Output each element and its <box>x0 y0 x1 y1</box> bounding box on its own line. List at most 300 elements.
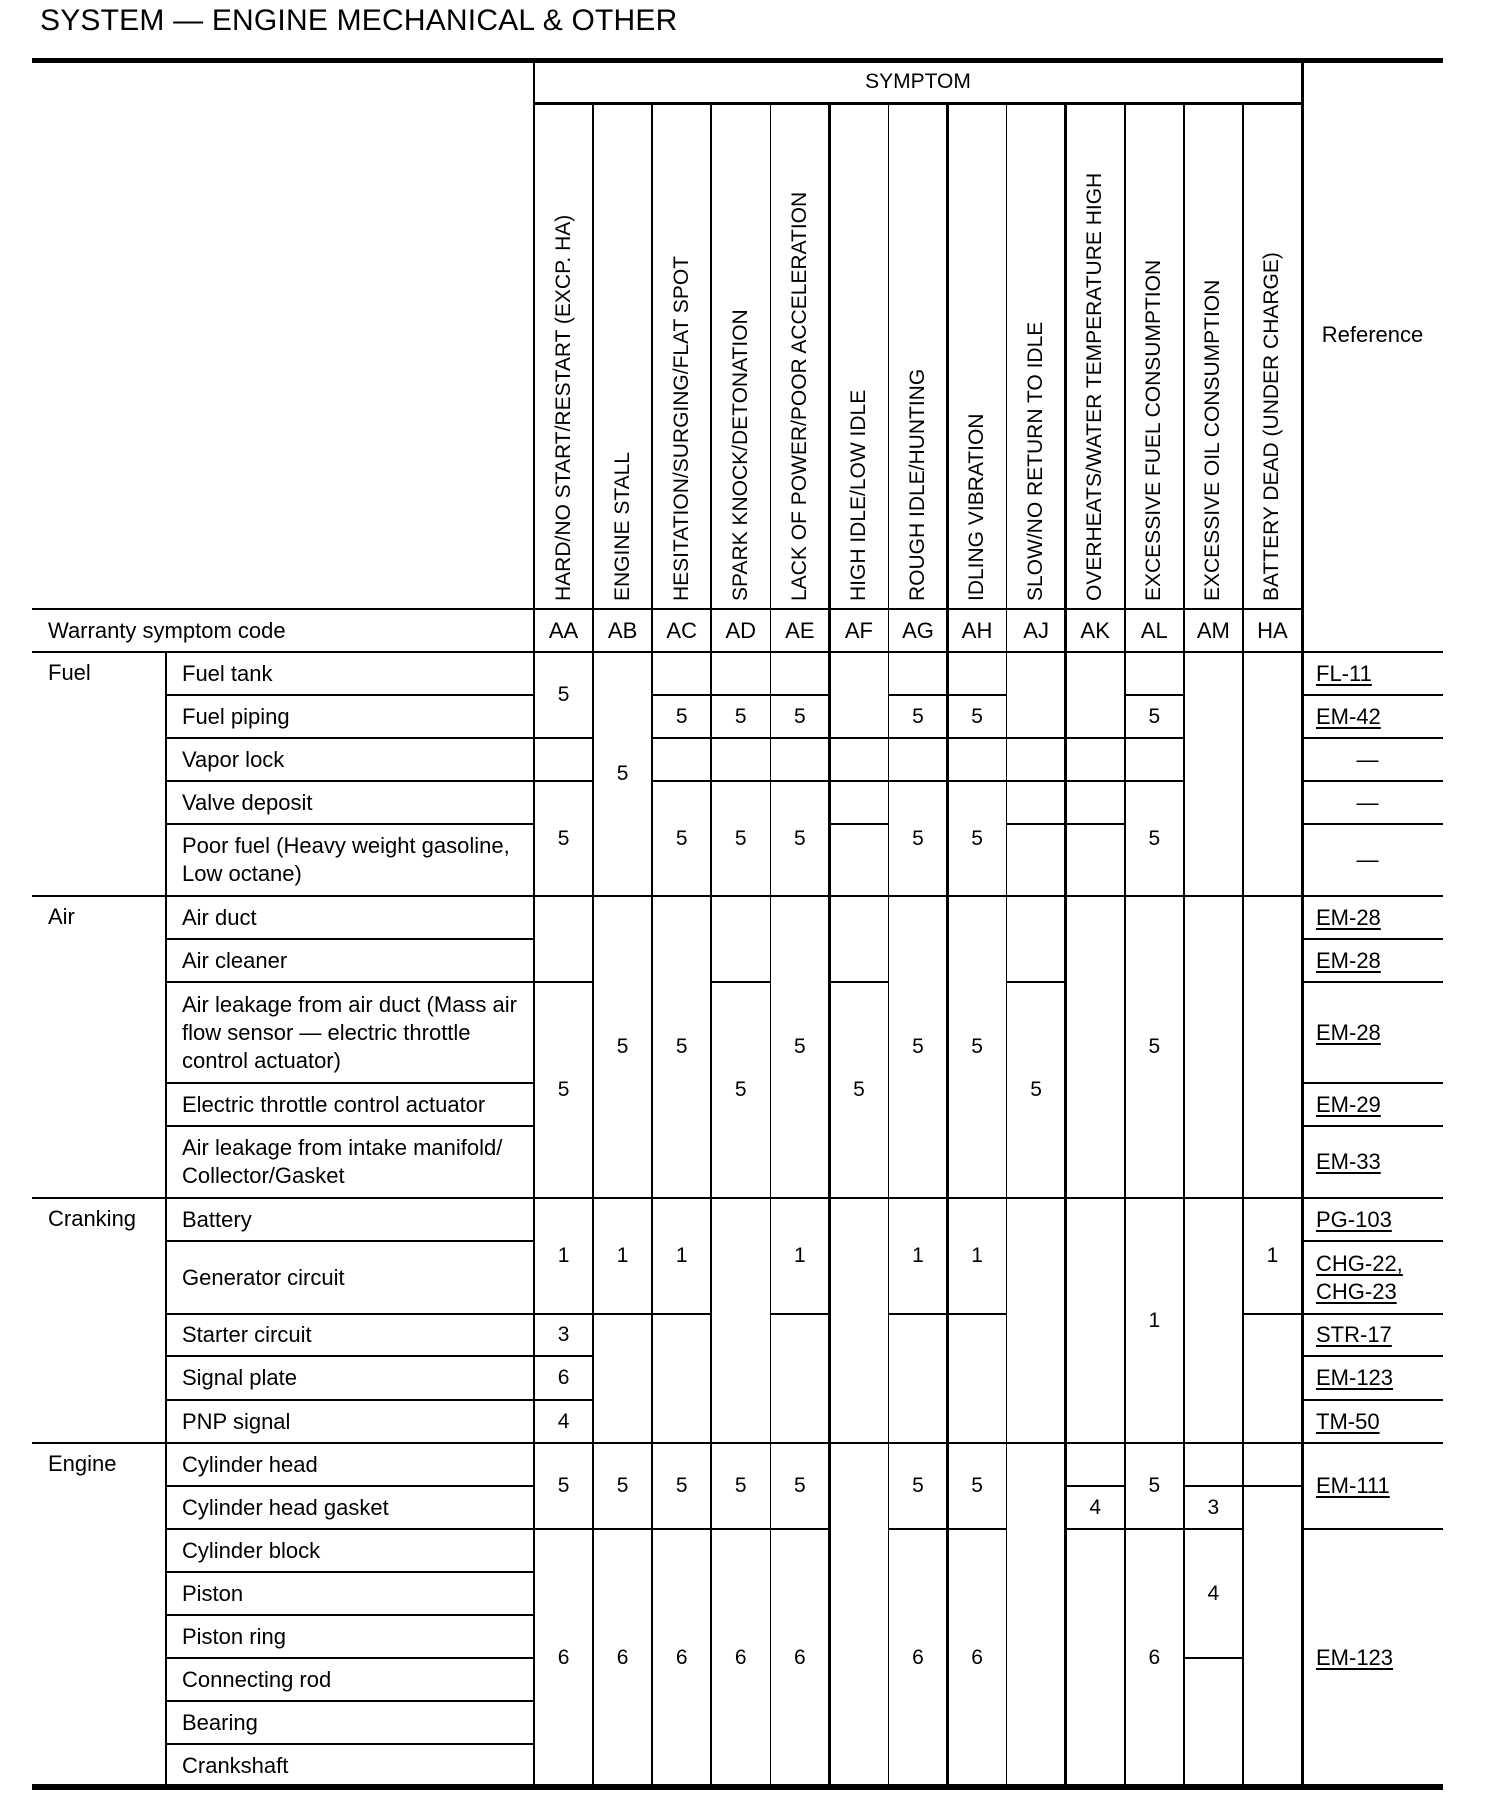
symptom-name: BATTERY DEAD (UNDER CHARGE) <box>1260 252 1284 601</box>
cell-divider <box>1066 780 1125 782</box>
matrix-cell <box>1125 652 1184 695</box>
row-divider <box>166 1743 534 1745</box>
no-reference-dash: — <box>1356 746 1379 772</box>
matrix-cell: 5 <box>734 1078 747 1101</box>
reference-divider <box>1302 1355 1443 1357</box>
symptom-code: AE <box>785 617 815 643</box>
warranty-symptom-code-label: Warranty symptom code <box>48 617 286 643</box>
cell-divider <box>1066 1197 1125 1199</box>
cell-divider <box>711 694 770 696</box>
symptom-name: HIGH IDLE/LOW IDLE <box>846 389 870 601</box>
cell-divider <box>593 895 652 897</box>
cell-divider <box>948 895 1007 897</box>
category-column-divider <box>165 652 167 1787</box>
cell-divider <box>711 981 770 983</box>
symptom-code: HA <box>1257 617 1288 643</box>
symptom-column-divider <box>828 103 831 1787</box>
matrix-cell: 1 <box>912 1244 924 1267</box>
cell-divider <box>1184 1197 1243 1199</box>
matrix-cell: 6 <box>557 1366 570 1389</box>
item-label: Signal plate <box>182 1365 297 1390</box>
cell-divider <box>770 780 829 782</box>
cell-divider <box>888 1197 947 1199</box>
matrix-cell: 6 <box>971 1646 983 1669</box>
cell-divider <box>711 780 770 782</box>
item-label: Bearing <box>182 1709 258 1735</box>
matrix-cell <box>534 896 593 982</box>
matrix-cell <box>829 738 888 781</box>
symptom-name: IDLING VIBRATION <box>965 413 989 601</box>
reference-link[interactable]: STR-17 <box>1316 1322 1392 1347</box>
row-divider <box>166 1399 534 1401</box>
cell-divider <box>948 1313 1007 1315</box>
item-label: Cylinder head gasket <box>182 1494 389 1520</box>
matrix-cell <box>1066 781 1125 824</box>
cell-divider <box>1007 1442 1066 1444</box>
cell-divider <box>1125 1528 1184 1530</box>
reference-link[interactable]: EM-29 <box>1316 1091 1381 1117</box>
cell-divider <box>1125 737 1184 739</box>
reference-link[interactable]: EM-28 <box>1316 904 1381 930</box>
cell-divider <box>1007 780 1066 782</box>
matrix-cell: 5 <box>971 826 983 850</box>
matrix-cell: 5 <box>616 1474 629 1497</box>
reference-link[interactable]: CHG-22, <box>1316 1250 1403 1276</box>
cell-divider <box>948 1528 1007 1530</box>
no-reference-dash: — <box>1356 847 1379 872</box>
symptom-column-header <box>593 103 652 609</box>
item-label: Generator circuit <box>182 1264 345 1290</box>
symptom-column-divider <box>946 103 949 1787</box>
cell-divider <box>1066 1442 1125 1444</box>
cell-divider <box>652 694 711 696</box>
symptom-column-divider <box>1242 103 1244 1787</box>
matrix-cell: 5 <box>1148 1035 1161 1058</box>
reference-divider <box>1302 1442 1443 1444</box>
row-divider <box>166 1355 534 1357</box>
item-label: Poor fuel (Heavy weight gasoline, Low octane) <box>182 833 510 886</box>
reference-link[interactable]: EM-123 <box>1316 1645 1394 1670</box>
symptom-code: AD <box>725 617 757 643</box>
cell-divider <box>888 1442 947 1444</box>
symptom-column-header <box>711 103 770 609</box>
cell-divider <box>652 1442 711 1444</box>
symptom-column-header <box>1125 103 1184 609</box>
matrix-cell: 4 <box>557 1409 570 1433</box>
symptom-name: OVERHEATS/WATER TEMPERATURE HIGH <box>1083 172 1107 601</box>
cell-divider <box>829 737 888 739</box>
matrix-cell: 5 <box>734 704 747 728</box>
cell-divider <box>888 651 947 653</box>
symptom-header: SYMPTOM <box>865 69 971 93</box>
matrix-cell <box>770 738 829 781</box>
cell-divider <box>593 651 652 653</box>
cell-divider <box>770 651 829 653</box>
reference-link[interactable]: EM-33 <box>1316 1149 1381 1174</box>
reference-link[interactable]: CHG-23 <box>1316 1278 1397 1304</box>
item-label: Connecting rod <box>182 1666 332 1692</box>
cell-divider <box>652 651 711 653</box>
cell-divider <box>829 981 888 983</box>
no-reference-dash: — <box>1356 789 1379 815</box>
row-divider <box>166 1313 534 1315</box>
row-divider <box>166 1657 534 1659</box>
cell-divider <box>1066 737 1125 739</box>
cell-divider <box>829 651 888 653</box>
matrix-cell <box>948 1314 1007 1443</box>
matrix-cell: 5 <box>734 826 747 850</box>
cell-divider <box>1125 780 1184 782</box>
cell-divider <box>829 823 888 825</box>
reference-link[interactable]: EM-42 <box>1316 703 1381 729</box>
reference-cell <box>1302 1356 1443 1400</box>
matrix-cell: 1 <box>971 1244 983 1267</box>
matrix-cell: 6 <box>793 1646 806 1669</box>
reference-cell <box>1302 939 1443 982</box>
reference-divider <box>1302 1197 1443 1199</box>
cell-divider <box>534 1399 593 1401</box>
item-label: Fuel piping <box>182 703 290 729</box>
cell-divider <box>711 651 770 653</box>
row-divider <box>166 1614 534 1616</box>
cell-divider <box>888 780 947 782</box>
cell-divider <box>1184 1657 1243 1659</box>
row-divider <box>166 1700 534 1702</box>
row-divider <box>166 938 534 940</box>
matrix-cell: 1 <box>793 1244 806 1267</box>
symptom-column-divider <box>1064 103 1067 1787</box>
row-divider <box>166 694 534 696</box>
page-title: SYSTEM — ENGINE MECHANICAL & OTHER <box>40 4 678 37</box>
reference-link[interactable]: FL-11 <box>1316 660 1372 686</box>
symptom-name: ROUGH IDLE/HUNTING <box>905 368 929 601</box>
matrix-cell <box>1184 652 1243 896</box>
symptom-name: SPARK KNOCK/DETONATION <box>728 309 752 601</box>
matrix-cell: 5 <box>912 826 924 850</box>
cell-divider <box>1184 651 1243 653</box>
matrix-cell: 5 <box>912 1035 924 1058</box>
matrix-cell <box>888 738 947 781</box>
label-column-divider <box>533 60 535 1787</box>
symptom-code: AL <box>1140 617 1168 643</box>
matrix-cell <box>1066 652 1125 738</box>
cell-divider <box>1243 1485 1302 1487</box>
cell-divider <box>593 1528 652 1530</box>
matrix-cell <box>1007 1198 1066 1443</box>
reference-divider <box>1302 1399 1443 1401</box>
reference-cell <box>1302 982 1443 1083</box>
matrix-cell: 5 <box>793 704 806 728</box>
cell-divider <box>1243 1442 1302 1444</box>
reference-link[interactable]: TM-50 <box>1316 1408 1380 1434</box>
row-divider <box>166 1571 534 1573</box>
cell-divider <box>1007 651 1066 653</box>
reference-divider <box>1302 895 1443 897</box>
matrix-cell: 1 <box>1266 1244 1279 1267</box>
cell-divider <box>770 1442 829 1444</box>
cell-divider <box>770 1313 829 1315</box>
matrix-cell <box>652 1314 711 1443</box>
matrix-cell <box>1066 824 1125 896</box>
reference-divider <box>1302 694 1443 696</box>
category-air: Air <box>48 904 75 929</box>
matrix-cell: 3 <box>1207 1495 1220 1519</box>
matrix-cell: 5 <box>557 683 570 706</box>
cell-divider <box>593 1442 652 1444</box>
cell-divider <box>534 1197 593 1199</box>
reference-cell <box>1302 896 1443 939</box>
symptom-name: ENGINE STALL <box>610 452 634 601</box>
matrix-cell: 5 <box>853 1078 865 1101</box>
matrix-cell <box>829 896 888 982</box>
reference-link[interactable]: EM-111 <box>1316 1473 1390 1498</box>
item-label: Air leakage from intake manifold/ Collector/Gasket <box>182 1135 503 1188</box>
row-divider <box>166 1082 534 1084</box>
item-label: Air leakage from air duct (Mass air flow sensor — electric throttle control actuator) <box>182 991 517 1073</box>
matrix-cell <box>1007 781 1066 824</box>
cell-divider <box>1066 823 1125 825</box>
cell-divider <box>652 1197 711 1199</box>
cell-divider <box>534 981 593 983</box>
cell-divider <box>770 737 829 739</box>
matrix-cell: 5 <box>616 762 629 785</box>
cell-divider <box>652 737 711 739</box>
matrix-cell: 5 <box>971 704 983 728</box>
matrix-cell <box>1184 1443 1243 1486</box>
matrix-cell <box>711 896 770 982</box>
reference-cell <box>1302 1443 1443 1529</box>
row-divider <box>166 981 534 983</box>
matrix-cell: 5 <box>1148 704 1161 728</box>
matrix-cell: 5 <box>675 1474 688 1497</box>
matrix-cell <box>1007 896 1066 982</box>
matrix-cell <box>770 652 829 695</box>
cell-divider <box>1007 823 1066 825</box>
reference-link[interactable]: EM-28 <box>1316 947 1381 973</box>
reference-divider <box>1302 981 1443 983</box>
matrix-cell: 6 <box>1148 1646 1161 1669</box>
symptom-column-header <box>829 103 888 609</box>
matrix-cell <box>1066 738 1125 781</box>
matrix-cell <box>534 738 593 781</box>
matrix-cell: 5 <box>557 1078 570 1101</box>
symptom-column-header <box>1243 103 1302 609</box>
reference-link[interactable]: EM-123 <box>1316 1365 1394 1390</box>
matrix-cell: 5 <box>912 1474 924 1497</box>
reference-link[interactable]: PG-103 <box>1316 1206 1392 1232</box>
reference-divider <box>1302 1125 1443 1127</box>
item-label: Air duct <box>182 904 257 930</box>
matrix-cell: 5 <box>675 826 688 850</box>
row-divider <box>166 1197 534 1199</box>
row-divider <box>166 1442 534 1444</box>
symptom-column-header <box>652 103 711 609</box>
matrix-cell <box>888 1314 947 1443</box>
symptom-column-header <box>534 103 593 609</box>
reference-cell <box>1302 652 1443 695</box>
matrix-cell: 5 <box>557 1474 570 1497</box>
matrix-cell: 6 <box>557 1646 570 1669</box>
symptom-code: AB <box>607 617 638 643</box>
cell-divider <box>829 1197 888 1199</box>
cell-divider <box>534 780 593 782</box>
reference-cell <box>1302 695 1443 738</box>
matrix-cell <box>770 1314 829 1443</box>
matrix-cell <box>1243 896 1302 1198</box>
matrix-cell <box>1066 1529 1125 1787</box>
cell-divider <box>534 895 593 897</box>
reference-cell <box>1302 1529 1443 1787</box>
matrix-cell: 6 <box>912 1646 924 1669</box>
cell-divider <box>1243 651 1302 653</box>
symptom-code: AK <box>1080 617 1110 643</box>
symptom-code: AG <box>902 617 934 643</box>
cell-divider <box>652 1313 711 1315</box>
reference-divider <box>1302 1240 1443 1242</box>
symptom-code: AJ <box>1023 617 1049 643</box>
cell-divider <box>888 694 947 696</box>
row-divider <box>166 895 534 897</box>
reference-divider <box>1302 780 1443 782</box>
cell-divider <box>711 1442 770 1444</box>
matrix-cell: 5 <box>971 1035 983 1058</box>
reference-cell <box>1302 1126 1443 1198</box>
cell-divider <box>534 651 593 653</box>
matrix-cell: 4 <box>1207 1581 1220 1605</box>
matrix-cell <box>948 652 1007 695</box>
reference-cell <box>1302 738 1443 781</box>
matrix-cell <box>652 738 711 781</box>
matrix-cell <box>711 652 770 695</box>
matrix-cell: 6 <box>675 1646 688 1669</box>
cell-divider <box>1125 1197 1184 1199</box>
cell-divider <box>593 1313 652 1315</box>
cell-divider <box>1066 1485 1125 1487</box>
reference-cell <box>1302 824 1443 896</box>
reference-divider <box>1302 1528 1443 1530</box>
symptom-column-divider <box>1006 103 1008 1787</box>
matrix-cell <box>652 652 711 695</box>
symptom-name: HARD/NO START/RESTART (EXCP. HA) <box>551 214 575 601</box>
item-label: Piston ring <box>182 1623 286 1649</box>
matrix-cell: 5 <box>1148 1474 1161 1497</box>
row-divider <box>166 780 534 782</box>
matrix-cell <box>1066 896 1125 1198</box>
cell-divider <box>1066 651 1125 653</box>
reference-cell <box>1302 1083 1443 1126</box>
matrix-cell <box>829 781 888 824</box>
reference-divider <box>1302 651 1443 653</box>
reference-cell <box>1302 781 1443 824</box>
reference-divider <box>1302 1082 1443 1084</box>
cell-divider <box>948 737 1007 739</box>
matrix-cell <box>829 1198 888 1443</box>
cell-divider <box>534 737 593 739</box>
symptom-column-divider <box>592 103 595 1787</box>
cell-divider <box>829 780 888 782</box>
item-label: Valve deposit <box>182 789 313 815</box>
matrix-cell <box>1007 652 1066 738</box>
reference-divider <box>1302 938 1443 940</box>
symptom-code: AC <box>666 617 697 643</box>
cell-divider <box>829 895 888 897</box>
matrix-cell <box>1007 738 1066 781</box>
reference-divider <box>1302 737 1443 739</box>
symptom-name: HESITATION/SURGING/FLAT SPOT <box>669 256 693 601</box>
matrix-cell <box>1007 1443 1066 1787</box>
cell-divider <box>1184 1442 1243 1444</box>
matrix-cell <box>1243 1486 1302 1787</box>
matrix-cell: 5 <box>557 826 570 850</box>
cell-divider <box>770 694 829 696</box>
row-divider <box>166 1125 534 1127</box>
matrix-cell <box>1066 1443 1125 1486</box>
symptom-name: EXCESSIVE OIL CONSUMPTION <box>1201 279 1225 601</box>
cell-divider <box>770 895 829 897</box>
cell-divider <box>1007 981 1066 983</box>
item-label: Piston <box>182 1580 244 1606</box>
symptom-column-divider <box>651 103 653 1787</box>
symptom-name: SLOW/NO RETURN TO IDLE <box>1024 321 1048 601</box>
cell-divider <box>534 1528 593 1530</box>
reference-column-divider <box>1301 60 1304 1787</box>
cell-divider <box>1243 1313 1302 1315</box>
cell-divider <box>534 1442 593 1444</box>
cell-divider <box>711 1528 770 1530</box>
symptom-code: AA <box>548 617 579 643</box>
symptom-column-divider <box>1183 103 1186 1787</box>
cell-divider <box>1184 1528 1243 1530</box>
category-engine: Engine <box>48 1451 117 1476</box>
cell-divider <box>1184 895 1243 897</box>
cell-divider <box>770 1528 829 1530</box>
matrix-cell: 3 <box>557 1323 570 1346</box>
reference-cell <box>1302 1198 1443 1241</box>
matrix-cell: 5 <box>675 704 688 728</box>
matrix-cell <box>711 1198 770 1443</box>
symptom-column-header <box>770 103 829 609</box>
item-label: Electric throttle control actuator <box>182 1091 486 1117</box>
row-divider <box>166 737 534 739</box>
matrix-cell <box>948 738 1007 781</box>
matrix-cell <box>888 652 947 695</box>
cell-divider <box>652 780 711 782</box>
cell-divider <box>1243 895 1302 897</box>
matrix-cell <box>1243 652 1302 896</box>
symptom-column-header <box>948 103 1007 609</box>
cell-divider <box>948 694 1007 696</box>
matrix-cell <box>1066 1198 1125 1443</box>
row-divider <box>166 823 534 825</box>
matrix-cell: 5 <box>1030 1078 1042 1101</box>
item-label: Crankshaft <box>182 1752 289 1778</box>
cell-divider <box>1125 694 1184 696</box>
matrix-cell: 5 <box>912 704 924 728</box>
item-label: PNP signal <box>182 1408 291 1434</box>
matrix-cell: 1 <box>616 1244 629 1267</box>
matrix-cell: 5 <box>793 1474 806 1497</box>
reference-cell <box>1302 1400 1443 1443</box>
matrix-cell: 5 <box>971 1474 983 1497</box>
matrix-cell: 5 <box>675 1035 688 1058</box>
row-divider <box>166 1528 534 1530</box>
symptom-column-divider <box>770 103 772 1787</box>
cell-divider <box>1125 895 1184 897</box>
matrix-cell <box>829 824 888 896</box>
reference-link[interactable]: EM-28 <box>1316 1019 1381 1045</box>
matrix-cell: 6 <box>734 1646 747 1669</box>
matrix-cell: 5 <box>1148 826 1161 850</box>
